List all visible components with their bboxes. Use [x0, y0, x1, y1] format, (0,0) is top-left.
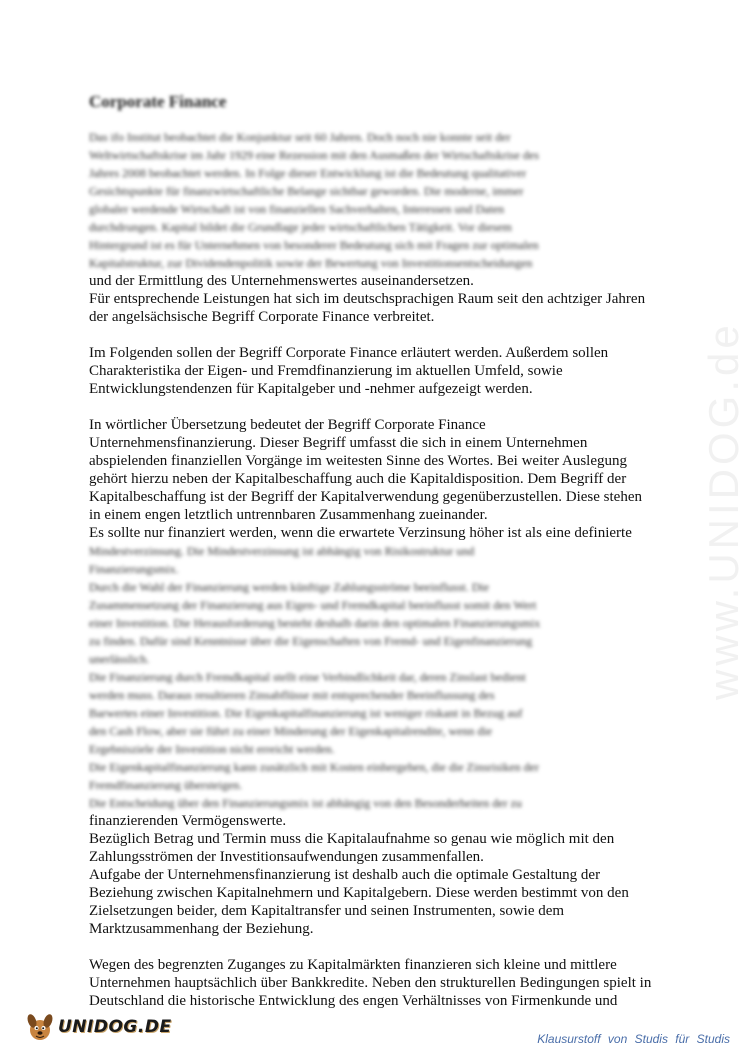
text-line: In wörtlicher Übersetzung bedeutet der Begriff Corporate Finance — [89, 417, 486, 433]
text-line: Aufgabe der Unternehmensfinanzierung ist deshalb auch die optimale Gestaltung der — [89, 867, 601, 883]
paragraph-gap — [89, 326, 669, 344]
text-line: Zielsetzungen beider, dem Kapitaltransfer und seinen Instrumenten, sowie dem — [89, 903, 565, 919]
text-line: Im Folgenden sollen der Begriff Corporate Finance erläutert werden. Außerdem sollen — [89, 345, 609, 361]
blurred-text-line: Ergebnisziele der Investition nicht erreicht werden. — [89, 742, 335, 756]
blurred-text-line: zu finden. Dafür sind Kenntnisse über die Eigenschaften von Fremd- und Eigenfinanzierung — [89, 634, 533, 648]
blurred-text-line: unerlässlich. — [89, 652, 150, 666]
text-line: Unternehmensfinanzierung. Dieser Begriff umfasst die sich in einem Unternehmen — [89, 435, 588, 451]
blurred-text-line: Kapitalstruktur, zur Dividendenpolitik sowie der Bewertung von Investitionsentscheidungen — [89, 256, 533, 270]
text-line: Es sollte nur finanziert werden, wenn die erwartete Verzinsung höher ist als eine definierte — [89, 525, 632, 541]
text-line: Zahlungsströmen der Investitionsaufwendungen zusammenfallen. — [89, 849, 484, 865]
blurred-text-line: Mindestverzinsung. Die Mindestverzinsung ist abhängig von Risikostruktur und — [89, 544, 475, 558]
blurred-text-line: Gesichtspunkte für finanzwirtschaftliche Belange sichtbar geworden. Die moderne, immer — [89, 184, 524, 198]
unidog-logo[interactable] — [26, 1012, 172, 1042]
blurred-text-line: Finanzierungsmix. — [89, 562, 179, 576]
text-line: Marktzusammenhang der Beziehung. — [89, 921, 314, 937]
blurred-text-line: Weltwirtschaftskrise im Jahr 1929 eine Rezession mit den Ausmaßen der Wirtschaftskrise des — [89, 148, 539, 162]
text-line: Kapitalbeschaffung ist der Begriff der Kapitalverwendung gegenüberzustellen. Diese stehen — [89, 489, 643, 505]
blurred-text-line: Die Finanzierung durch Fremdkapital stellt eine Verbindlichkeit dar, deren Zinslast bedient — [89, 670, 526, 684]
text-line: Wegen des begrenzten Zuganges zu Kapitalmärkten finanzieren sich kleine und mittlere — [89, 957, 617, 973]
blurred-text-line: globaler werdende Wirtschaft ist von finanziellen Sachverhalten, Interessen und Daten — [89, 202, 505, 216]
clear-text-section-a — [89, 272, 669, 542]
blurred-text-line: werden muss. Daraus resultieren Zinsabflüsse mit entsprechender Beeinflussung des — [89, 688, 495, 702]
blurred-text-line: Durch die Wahl der Finanzierung werden künftige Zahlungsströme beeinflusst. Die — [89, 580, 490, 594]
text-line: gehört hierzu neben der Kapitalbeschaffung auch die Kapitaldisposition. Dem Begriff der — [89, 471, 627, 487]
blurred-paragraph-middle — [89, 542, 669, 812]
text-line: finanzierenden Vermögenswerte. — [89, 813, 287, 829]
dog-mascot-icon — [26, 1012, 54, 1042]
logo-text: UNIDOG.DE — [58, 1017, 172, 1037]
text-line: Charakteristika der Eigen- und Fremdfinanzierung im aktuellen Umfeld, sowie — [89, 363, 563, 379]
blurred-text-line: einer Investition. Die Herausforderung besteht deshalb darin den optimalen Finanzierungsmix — [89, 616, 541, 630]
text-line: der angelsächsische Begriff Corporate Finance verbreitet. — [89, 309, 435, 325]
blurred-text-line: den Cash Flow, aber sie führt zu einer Minderung der Eigenkapitalrendite, wenn die — [89, 724, 493, 738]
text-line: Unternehmen hauptsächlich über Bankkredite. Neben den strukturellen Bedingungen spielt in — [89, 975, 652, 991]
text-line: Für entsprechende Leistungen hat sich im deutschsprachigen Raum seit den achtziger Jahren — [89, 291, 646, 307]
text-line: Deutschland die historische Entwicklung des engen Verhältnisses von Firmenkunde und — [89, 993, 618, 1009]
document-title: Corporate Finance — [89, 92, 227, 111]
paragraph-gap — [89, 938, 669, 956]
text-line: Entwicklungstendenzen für Kapitalgeber und -nehmer aufgezeigt werden. — [89, 381, 533, 397]
watermark: www.UNIDOG.de — [700, 321, 747, 700]
blurred-text-line: Fremdfinanzierung übersteigen. — [89, 778, 243, 792]
blurred-text-line: Hintergrund ist es für Unternehmen von besonderer Bedeutung sich mit Fragen zur optimalen — [89, 238, 539, 252]
text-line: Beziehung zwischen Kapitalnehmern und Kapitalgebern. Diese werden bestimmt von den — [89, 885, 629, 901]
blurred-text-line: Die Entscheidung über den Finanzierungsmix ist abhängig von den Besonderheiten der zu — [89, 796, 522, 810]
blurred-text-line: Barwertes einer Investition. Die Eigenkapitalfinanzierung ist weniger riskant in Bezug auf — [89, 706, 523, 720]
blurred-text-line: Die Eigenkapitalfinanzierung kann zusätzlich mit Kosten einhergehen, die die Zinsrisiken der — [89, 760, 539, 774]
blurred-text-line: Das ifo Institut beobachtet die Konjunktur seit 60 Jahren. Doch noch nie konnte seit der — [89, 130, 511, 144]
blurred-text-line: durchdrungen. Kapital bildet die Grundlage jeder wirtschaftlichen Tätigkeit. Vor diesem — [89, 220, 512, 234]
clear-text-section-b — [89, 812, 669, 1010]
blurred-text-line: Zusammensetzung der Finanzierung aus Eigen- und Fremdkapital beeinflusst somit den Wert — [89, 598, 537, 612]
text-line: und der Ermittlung des Unternehmenswertes auseinandersetzen. — [89, 273, 474, 289]
paragraph-gap — [89, 398, 669, 416]
text-line: in einem engen letztlich untrennbaren Zusammenhang zueinander. — [89, 507, 488, 523]
text-line: Bezüglich Betrag und Termin muss die Kapitalaufnahme so genau wie möglich mit den — [89, 831, 615, 847]
text-line: abspielenden finanziellen Vorgänge im weitesten Sinne des Wortes. Bei weiter Auslegung — [89, 453, 627, 469]
blurred-text-line: Jahres 2008 beobachtet werden. In Folge dieser Entwicklung ist die Bedeutung qualitativer — [89, 166, 527, 180]
blurred-paragraph-top — [89, 128, 669, 272]
footer-slogan: Klausurstoff von Studis für Studis — [537, 1032, 730, 1046]
document-body — [89, 128, 669, 1010]
